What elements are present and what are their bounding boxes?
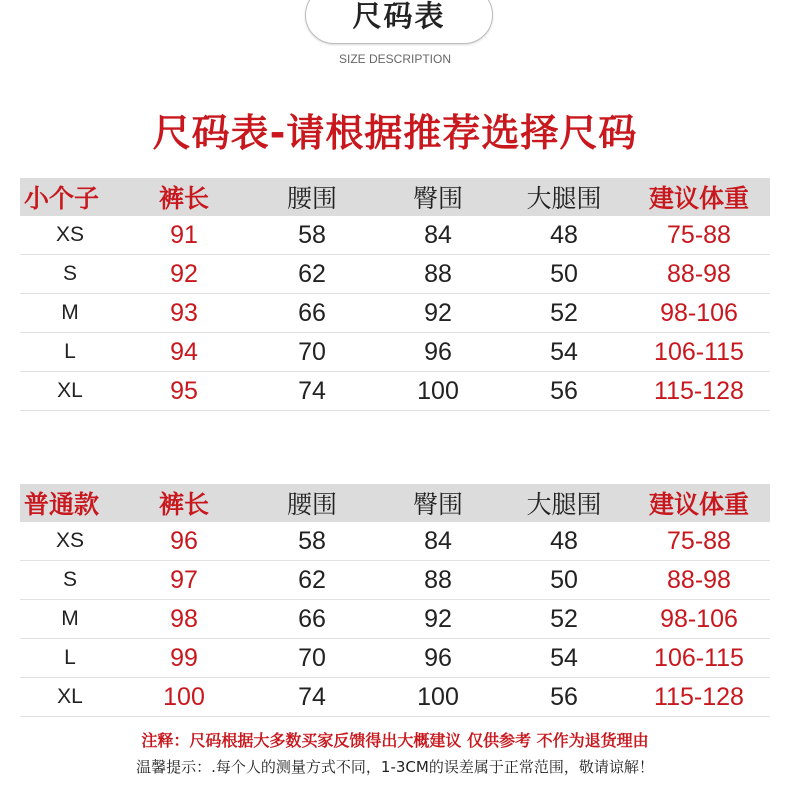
length-cell: 98 <box>170 604 198 633</box>
table-label: 普通款 <box>24 490 100 519</box>
weight-cell: 98-106 <box>660 298 738 327</box>
table-row <box>20 600 770 639</box>
weight-cell: 106-115 <box>654 643 744 672</box>
size-cell: S <box>62 262 77 285</box>
thigh-cell: 52 <box>550 604 578 633</box>
hip-cell: 96 <box>424 337 452 366</box>
length-cell: 100 <box>163 682 205 711</box>
thigh-cell: 48 <box>550 220 578 249</box>
waist-cell: 70 <box>298 337 326 366</box>
title-pill: 尺码表 <box>305 0 493 44</box>
size-table-regular <box>20 484 770 717</box>
size-cell: XS <box>55 529 84 552</box>
length-cell: 96 <box>170 526 198 555</box>
col-header-length: 裤长 <box>158 184 209 213</box>
length-cell: 93 <box>170 298 198 327</box>
size-cell: XL <box>57 379 83 402</box>
length-cell: 92 <box>170 259 198 288</box>
col-header-weight: 建议体重 <box>648 184 749 213</box>
page-headline: 尺码表-请根据推荐选择尺码 <box>152 111 638 155</box>
thigh-cell: 48 <box>550 526 578 555</box>
weight-cell: 75-88 <box>667 526 731 555</box>
col-header-weight: 建议体重 <box>648 490 749 519</box>
hip-cell: 84 <box>424 220 452 249</box>
waist-cell: 74 <box>298 376 326 405</box>
table-row <box>20 294 770 333</box>
length-cell: 91 <box>170 220 198 249</box>
thigh-cell: 50 <box>550 565 578 594</box>
table-row <box>20 255 770 294</box>
thigh-cell: 52 <box>550 298 578 327</box>
col-header-hip: 臀围 <box>412 490 463 519</box>
size-cell: L <box>64 340 76 363</box>
col-header-hip: 臀围 <box>412 184 463 213</box>
length-cell: 95 <box>170 376 198 405</box>
size-cell: S <box>62 568 77 591</box>
weight-cell: 106-115 <box>654 337 744 366</box>
col-header-waist: 腰围 <box>286 184 337 213</box>
weight-cell: 75-88 <box>667 220 731 249</box>
hip-cell: 96 <box>424 643 452 672</box>
table-row <box>20 216 770 255</box>
table-row <box>20 372 770 411</box>
thigh-cell: 56 <box>550 682 578 711</box>
weight-cell: 115-128 <box>654 376 744 405</box>
hip-cell: 84 <box>424 526 452 555</box>
hip-cell: 100 <box>417 376 459 405</box>
waist-cell: 66 <box>298 604 326 633</box>
weight-cell: 88-98 <box>667 259 731 288</box>
hip-cell: 92 <box>424 604 452 633</box>
disclaimer-note: 注释：尺码根据大多数买家反馈得出大概建议 仅供参考 不作为退货理由 <box>141 731 649 750</box>
waist-cell: 74 <box>298 682 326 711</box>
table-label: 小个子 <box>24 184 100 213</box>
hip-cell: 92 <box>424 298 452 327</box>
table-row <box>20 639 770 678</box>
length-cell: 94 <box>170 337 198 366</box>
waist-cell: 70 <box>298 643 326 672</box>
thigh-cell: 54 <box>550 337 578 366</box>
page-subtitle: SIZE DESCRIPTION <box>338 52 451 66</box>
table-header-row <box>20 178 770 216</box>
table-row <box>20 522 770 561</box>
hip-cell: 100 <box>417 682 459 711</box>
col-header-thigh: 大腿围 <box>526 490 602 519</box>
thigh-cell: 56 <box>550 376 578 405</box>
col-header-waist: 腰围 <box>286 490 337 519</box>
size-table-petite <box>20 178 770 411</box>
thigh-cell: 50 <box>550 259 578 288</box>
size-cell: M <box>61 607 79 630</box>
table-row <box>20 678 770 717</box>
size-cell: L <box>64 646 76 669</box>
size-cell: XS <box>55 223 84 246</box>
waist-cell: 62 <box>298 565 326 594</box>
measurement-tip: 温馨提示：.每个人的测量方式不同，1-3CM的误差属于正常范围，敬请谅解！ <box>136 758 654 776</box>
size-cell: XL <box>57 685 83 708</box>
col-header-length: 裤长 <box>158 490 209 519</box>
size-cell: M <box>61 301 79 324</box>
col-header-thigh: 大腿围 <box>526 184 602 213</box>
weight-cell: 115-128 <box>654 682 744 711</box>
table-row <box>20 333 770 372</box>
waist-cell: 58 <box>298 526 326 555</box>
hip-cell: 88 <box>424 565 452 594</box>
title-pill-container <box>0 0 790 48</box>
weight-cell: 88-98 <box>667 565 731 594</box>
length-cell: 97 <box>170 565 198 594</box>
hip-cell: 88 <box>424 259 452 288</box>
waist-cell: 58 <box>298 220 326 249</box>
waist-cell: 62 <box>298 259 326 288</box>
weight-cell: 98-106 <box>660 604 738 633</box>
waist-cell: 66 <box>298 298 326 327</box>
table-row <box>20 561 770 600</box>
table-header-row <box>20 484 770 522</box>
length-cell: 99 <box>170 643 198 672</box>
thigh-cell: 54 <box>550 643 578 672</box>
